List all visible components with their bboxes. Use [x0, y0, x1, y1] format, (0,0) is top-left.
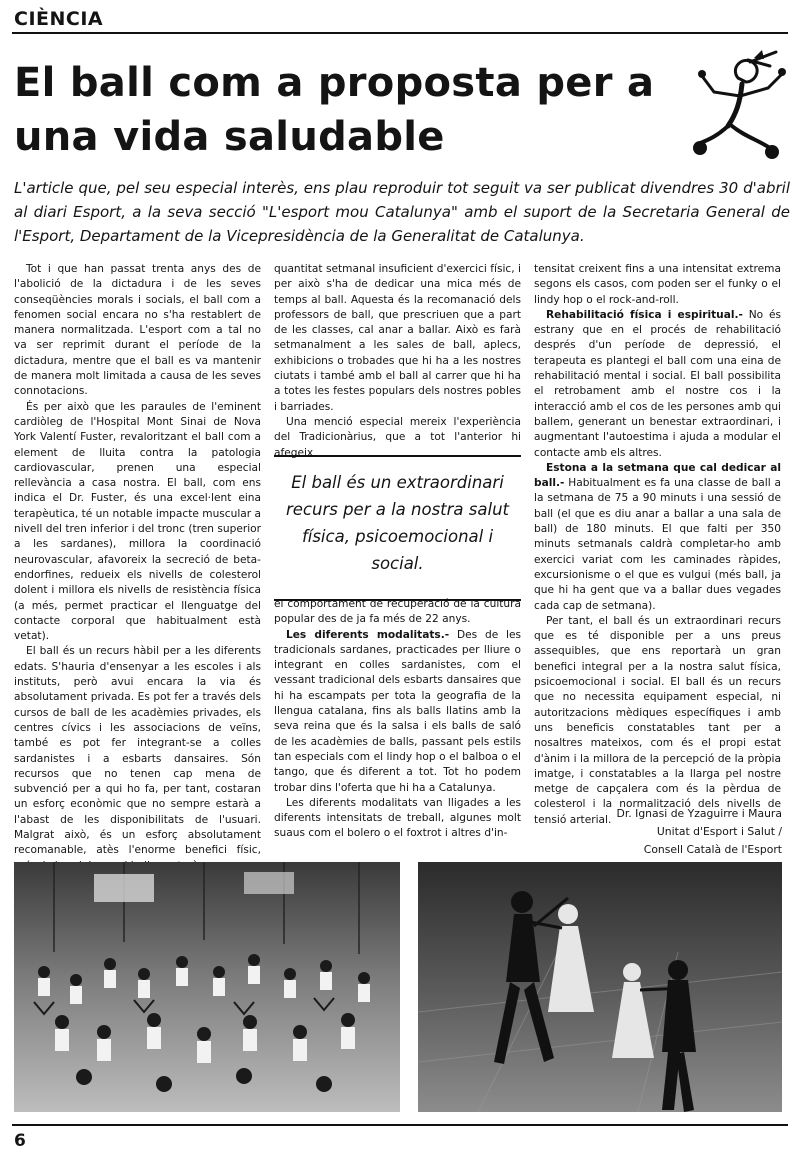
paragraph: Tot i que han passat trenta anys des de l'abolició de la dictadura i de les seves conseqüències morals i socials, el ball com a fenomen social encara no s'ha restablert de manera normalitzada. L'esport com a tal no va ser reprimit durant el període de la dictadura, mentre que el ball es va mantenir de manera molt limitada a causa de les seves connotacions. [14, 263, 261, 398]
top-rule [12, 32, 788, 34]
subheading-rehabilitacio: Rehabilitació física i espiritual.- [546, 308, 743, 321]
author-signature [560, 805, 782, 859]
subheading-modalitats: Les diferents modalitats.- [286, 628, 450, 641]
paragraph: tensitat creixent fins a una intensitat extrema segons els casos, com poden ser el funky o el lindy hop o el rock-and-roll. [534, 263, 781, 306]
paragraph [534, 308, 781, 461]
column-3 [534, 262, 781, 828]
pull-quote [274, 455, 521, 601]
paragraph: quantitat setmanal insuficient d'exercici físic, i per això s'ha de dedicar una mica més de temps al ball. Aquesta és la recomanació dels professors de ball, que prescriuen que a part de les classes, cal anar a ballar. Això es farà setmanalment a les sales de ball, aplecs, exhibicions o trobades que hi ha a les nostres ciutats i també amb el ball al carrer que hi ha a totes les festes populars dels nostres pobles i barriades. [274, 263, 521, 413]
author-organization: Consell Català de l'Esport [643, 843, 782, 856]
page-number: 6 [14, 1131, 26, 1151]
photo-dancing-couples [418, 862, 782, 1112]
paragraph: Per tant, el ball és un extraordinari recurs que es té disponible per a uns preus assequibles, que ens reportarà un gran benefici integral per a la nostra salut física, psicoemocional i social. El ball és un recurs que no necessita equipament especial, ni autoritzacions mèdiques específiques i amb uns beneficis constatables tant per a nosaltres mateixos, com és el propi estat d'ànim i la millora de la percepció de la pròpia imatge, i constatables a la llarga pel nostre metge de capçalera com és la pèrdua de colesterol i la normalització dels nivells de tensió arterial. [534, 614, 781, 826]
column-1 [14, 262, 261, 920]
dancing-cartoon-mascot [690, 48, 790, 166]
paragraph-text: No és estrany que en el procés de rehabilitació després d'un període de depressió, el terapeuta es plantegi el ball com una eina de rehabilitació mental i social. El ball possibilita el retrobament amb el nostre cos i la interacció amb el cos de les persones amb qui ballem, generant un benestar extraordinari, i augmentant l'autoestima i ajuda a modular el contacte amb els altres. [534, 308, 781, 459]
paragraph [274, 628, 521, 796]
paragraph: És per això que les paraules de l'eminent cardiòleg de l'Hospital Mont Sinai de Nova York Valentí Fuster, revaloritzant el ball com a element de lluita contra la patologia cardiovascular, prenen una especial rellevància a casa nostra. El ball, com ens indica el Dr. Fuster, és una excel·lent eina terapèutica, té un notable impacte muscular a nivell del tren inferior i del tronc (tren superior a les sardanes), millora la coordinació neurovascular, afavoreix la secreció de beta-endorfines, redueix els nivells de colesterol dolent i millora els nivells de resistència física (a més, permet practicar el llenguatge del contacte corporal que habitualment està vetat). [14, 400, 261, 643]
photo-dance-hall [14, 862, 400, 1112]
section-label: CIÈNCIA [14, 8, 104, 30]
paragraph: Les diferents modalitats van lligades a les diferents intensitats de treball, algunes molt suaus com el bolero o el foxtrot i altres d'in- [274, 796, 521, 840]
pull-quote-text: El ball és un extraordinari recurs per a la nostra salut física, psicoemocional i social. [285, 473, 510, 573]
article-title: El ball com a proposta per a una vida saludable [14, 60, 655, 160]
bottom-rule [12, 1124, 788, 1126]
column-2-continued [274, 597, 521, 842]
author-name: Dr. Ignasi de Yzaguirre i Maura [616, 807, 782, 820]
paragraph: el comportament de recuperació de la cultura popular des de ja fa més de 22 anys. [274, 598, 521, 626]
paragraph-text: Habitualment es fa una classe de ball a la setmana de 75 a 90 minuts i una sessió de ball (el que es diu anar a ballar a una sala de ball) de 180 minuts. El que falti per 350 minuts setmanals caldrà completar-ho amb exercici variat com les caminades ràpides, excursionisme o el que es vulgui (més ball, ja que hi ha gent que va a ballar dues vegades cada cap de setmana). [534, 477, 781, 612]
paragraph: Una menció especial mereix l'experiència del Tradicionàrius, que a tot l'anterior hi afegeix [274, 415, 521, 459]
subheading-estona: Estona a la setmana que cal dedicar al ball.- [534, 461, 781, 490]
article-intro: L'article que, pel seu especial interès, ens plau reproduir tot seguit va ser publicat divendres 30 d'abril al diari Esport, a la seva secció "L'esport mou Catalunya" amb el suport de la Secretaria General de l'Esport, Departament de la Vicepresidència de la Generalitat de Catalunya. [14, 179, 790, 245]
paragraph: El ball és un recurs hàbil per a les diferents edats. S'hauria d'ensenyar a les escoles i als instituts, però avui encara la via és absolutament privada. Es pot fer a través dels cursos de ball de les acadèmies privades, els centres cívics i les associacions de veïns, també es pot fer integrant-se a colles sardanistes i a esbarts dansaires. Són recursos que no tenen cap mena de subvenció per a qui ho fa, per tant, costaran un esforç econòmic que no sempre estarà a l'abast de les disponibilitats de l'usuari. Malgrat això, és un esforç absolutament recomanable, atès l'enorme benefici físic, [14, 645, 261, 857]
paragraph [534, 461, 781, 614]
column-2 [274, 262, 521, 461]
author-unit: Unitat d'Esport i Salut / [656, 825, 782, 838]
paragraph-text: Des de les tradicionals sardanes, practicades per lliure o integrant en colles sardanistes, com el vessant tradicional dels esbarts dansaires que hi ha escampats per tota la geografia de la llengua catalana, fins als balls llatins amb la seva reina que és la salsa i els balls de saló de les acadèmies de balls, passant pels estils tan especials com el lindy hop o el balboa o el tango, que és diferent a tot. Tot ho podem trobar dins l'oferta que hi ha a Catalunya. [274, 628, 521, 794]
